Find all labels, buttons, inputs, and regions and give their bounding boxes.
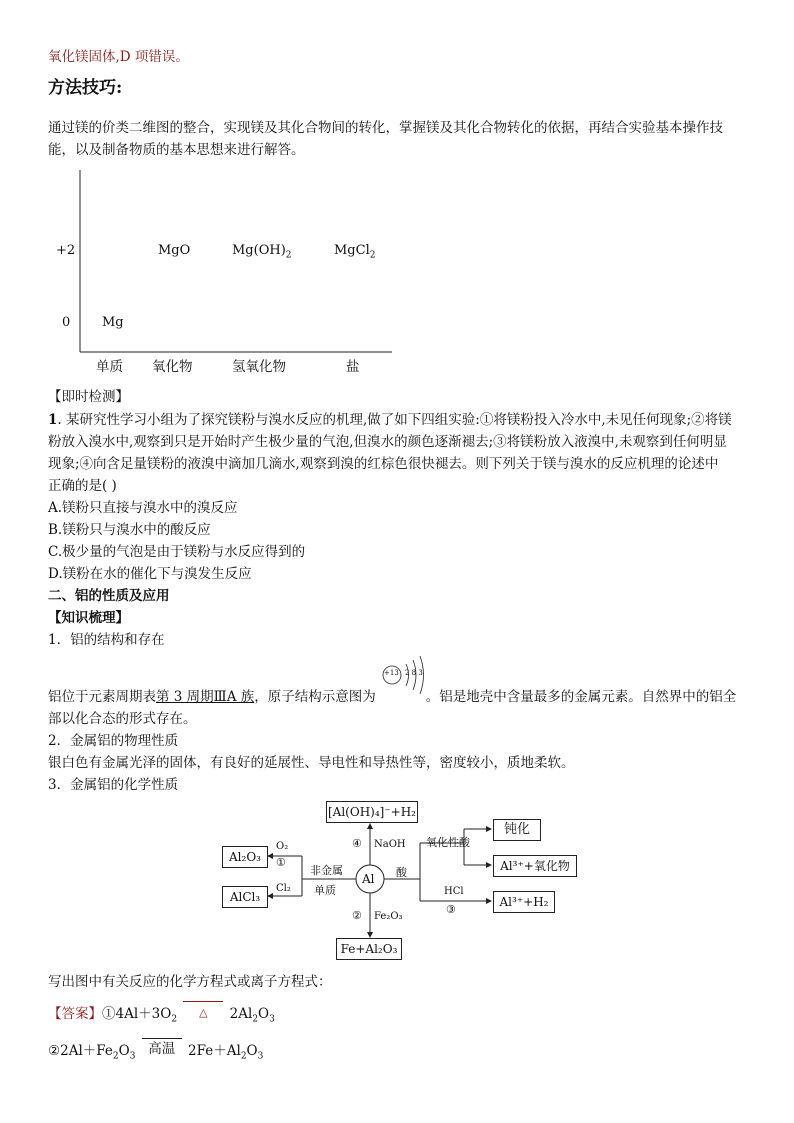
y-tick-0: 0 — [62, 315, 71, 330]
atom-nucleus: +13 — [384, 669, 399, 677]
x-label-oxide: 氧化物 — [152, 359, 193, 375]
mgcl2-label: MgCl$_2$ — [334, 243, 376, 261]
answer-eq2: $②2Al+Fe_2O_3$ 高温 $2Fe+Al_2O_3$ — [48, 1040, 263, 1067]
para1-line2: 能，以及制备物质的基本思想来进行解答。 — [48, 142, 305, 158]
section-title: 方法技巧: — [48, 78, 123, 98]
q1-line1: 1. 某研究性学习小组为了探究镁粉与溴水反应的机理,做了如下四组实验:①将镁粉投入冷水中,未见任何现象;②将镁 — [48, 412, 732, 428]
q1-line4: 正确的是( ) — [48, 478, 117, 494]
label-num-3: ③ — [446, 903, 456, 916]
box-alcl3: AlCl₃ — [222, 886, 268, 908]
para1-line1: 通过镁的价类二维图的整合，实现镁及其化合物间的转化，掌握镁及其化合物转化的依据，再结合实验基本操作技 — [48, 120, 723, 136]
label-fe2o3: Fe₂O₃ — [374, 911, 403, 922]
knowledge-heading: 【知识梳理】 — [48, 610, 129, 626]
write-prompt: 写出图中有关反应的化学方程式或离子方程式： — [48, 974, 332, 990]
mg-valence-chart — [50, 165, 400, 375]
box-aloh4-h2: [Al(OH)₄]⁻+H₂ — [326, 801, 418, 823]
answer-eq1: 【答案】$①4Al+3O_2$ △ $2Al_2O_3$ — [48, 1003, 275, 1030]
answer-label: 【答案】 — [48, 1006, 102, 1022]
q1-option-c: C.极少量的气泡是由于镁粉与水反应得到的 — [48, 544, 306, 560]
x-label-salt: 盐 — [346, 359, 360, 375]
q1-option-d: D.镁粉在水的催化下与溴发生反应 — [48, 566, 252, 582]
box-fe-al2o3: Fe+Al₂O₃ — [336, 938, 402, 960]
atom-shells: 2 8 3 — [405, 669, 423, 677]
al-line1: 铝位于元素周期表第 3 周期ⅢA 族，原子结构示意图为 。铝是地壳中含量最多的金属元素。自然界中的铝全 — [48, 689, 737, 705]
sub2-heading: 2．金属铝的物理性质 — [48, 733, 179, 749]
phys-text: 银白色有金属光泽的固体，有良好的延展性、导电性和导热性等，密度较小，质地柔软。 — [48, 755, 575, 771]
label-acid: 酸 — [396, 866, 407, 879]
y-tick-plus2: +2 — [56, 243, 76, 258]
mgo-label: MgO — [158, 243, 191, 258]
q1-option-b: B.镁粉只与溴水中的酸反应 — [48, 522, 211, 538]
al-reaction-diagram — [218, 798, 598, 963]
q1-line2: 粉放入溴水中,观察到只是开始时产生极少量的气泡,但溴水的颜色逐渐褪去;③将镁粉放入液溴中,未观察到任何明显 — [48, 434, 727, 450]
sub1-heading: 1．铝的结构和存在 — [48, 632, 165, 648]
check-heading: 【即时检测】 — [48, 389, 129, 405]
label-hcl: HCl — [444, 886, 464, 897]
mgoh2-label: $Mg(OH)_2$ — [232, 243, 292, 261]
section2-title: 二、铝的性质及应用 — [48, 588, 170, 604]
label-o2: O₂ — [276, 841, 289, 852]
sub3-heading: 3．金属铝的化学性质 — [48, 777, 179, 793]
mg-label: Mg — [102, 315, 124, 330]
box-al2o3: Al₂O₃ — [222, 846, 268, 868]
al-center: Al — [362, 872, 375, 886]
label-num-4: ④ — [352, 837, 362, 850]
label-num-2: ② — [352, 909, 362, 922]
eq2-condition: 高温 — [148, 1041, 176, 1057]
label-oxidizing-acid: 氧化性酸 — [426, 836, 470, 849]
label-nonmetal-2: 单质 — [314, 884, 336, 897]
q1-option-a: A.镁粉只直接与溴水中的溴反应 — [48, 500, 238, 516]
q1-line3: 现象;④向含足量镁粉的液溴中滴加几滴水,观察到溴的红棕色很快褪去。则下列关于镁与溴水的反应机理的论述中 — [48, 456, 719, 472]
box-al3-h2: Al³⁺+H₂ — [493, 891, 555, 913]
label-nonmetal-1: 非金属 — [310, 864, 343, 877]
chart-axes — [50, 165, 400, 375]
label-num-1: ① — [276, 856, 286, 869]
box-al3-oxide: Al³⁺+氧化物 — [493, 855, 577, 877]
eq1-condition: △ — [199, 1006, 208, 1019]
box-passivation: 钝化 — [493, 819, 541, 841]
x-label-element: 单质 — [96, 359, 123, 375]
label-cl2: Cl₂ — [276, 883, 291, 894]
top-line: 氧化镁固体,D 项错误。 — [48, 49, 189, 65]
al-line2: 部以化合态的形式存在。 — [48, 711, 197, 727]
label-naoh: NaOH — [374, 839, 406, 850]
x-label-hydroxide: 氢氧化物 — [232, 359, 286, 375]
